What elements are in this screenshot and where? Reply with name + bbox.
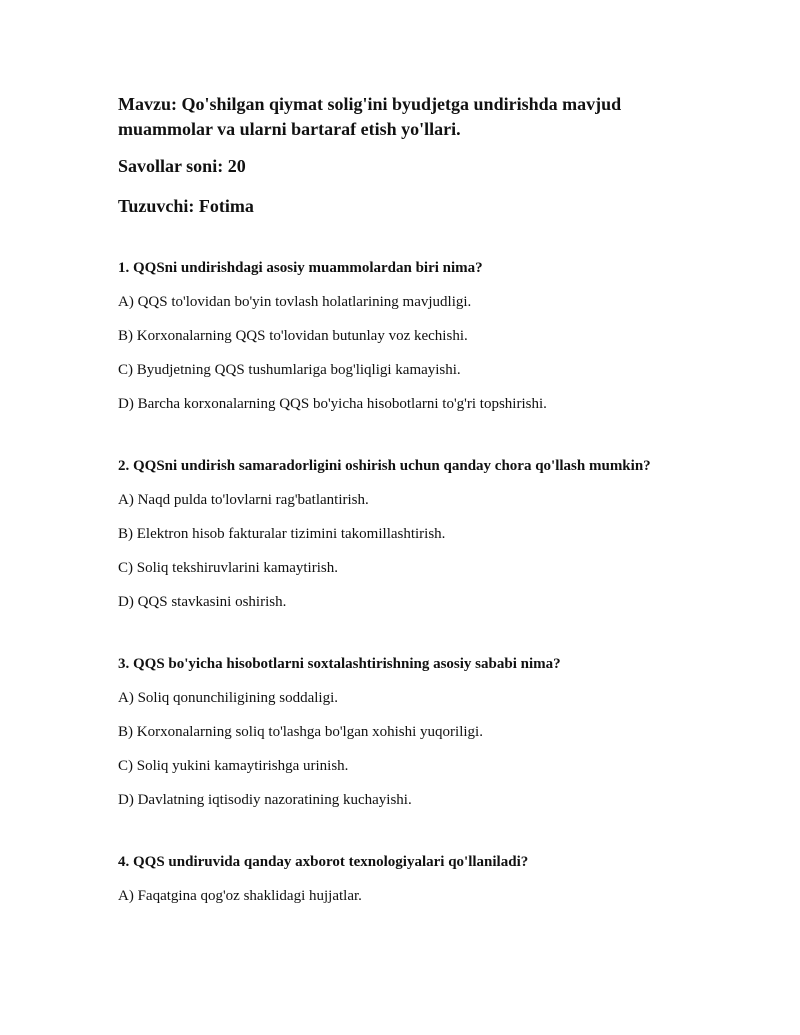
- question-4: [118, 852, 718, 906]
- question-text: 1. QQSni undirishdagi asosiy muammolardan biri nima?: [118, 260, 483, 276]
- question-count: Savollar soni: 20: [118, 156, 246, 176]
- answer-option-a: A) QQS to'lovidan bo'yin tovlash holatlarining mavjudligi.: [118, 294, 472, 310]
- answer-option-b: B) Korxonalarning soliq to'lashga bo'lgan xohishi yuqoriligi.: [118, 724, 483, 740]
- answer-option-a: A) Soliq qonunchiligining soddaligi.: [118, 690, 338, 706]
- answer-option-c: C) Soliq yukini kamaytirishga urinish.: [118, 758, 349, 774]
- answer-option-c: C) Byudjetning QQS tushumlariga bog'liqligi kamayishi.: [118, 362, 461, 378]
- answer-option-d: D) QQS stavkasini oshirish.: [118, 594, 287, 610]
- document-page: [118, 92, 718, 906]
- document-title: Mavzu: Qo'shilgan qiymat solig'ini byudjetga undirishda mavjud muammolar va ularni bartaraf etish yo'llari.: [118, 94, 622, 139]
- question-text: 2. QQSni undirish samaradorligini oshirish uchun qanday chora qo'llash mumkin?: [118, 458, 651, 474]
- answer-option-b: B) Korxonalarning QQS to'lovidan butunlay voz kechishi.: [118, 328, 468, 344]
- answer-option-d: D) Barcha korxonalarning QQS bo'yicha hisobotlarni to'g'ri topshirishi.: [118, 396, 547, 412]
- answer-option-a: A) Faqatgina qog'oz shaklidagi hujjatlar.: [118, 888, 362, 904]
- answer-option-d: D) Davlatning iqtisodiy nazoratining kuchayishi.: [118, 792, 412, 808]
- question-1: [118, 258, 718, 414]
- question-text: 4. QQS undiruvida qanday axborot texnologiyalari qo'llaniladi?: [118, 854, 529, 870]
- question-3: [118, 654, 718, 810]
- answer-option-b: B) Elektron hisob fakturalar tizimini takomillashtirish.: [118, 526, 446, 542]
- author: Tuzuvchi: Fotima: [118, 196, 254, 216]
- question-2: [118, 456, 718, 612]
- question-text: 3. QQS bo'yicha hisobotlarni soxtalashtirishning asosiy sababi nima?: [118, 656, 561, 672]
- answer-option-c: C) Soliq tekshiruvlarini kamaytirish.: [118, 560, 338, 576]
- answer-option-a: A) Naqd pulda to'lovlarni rag'batlantirish.: [118, 492, 369, 508]
